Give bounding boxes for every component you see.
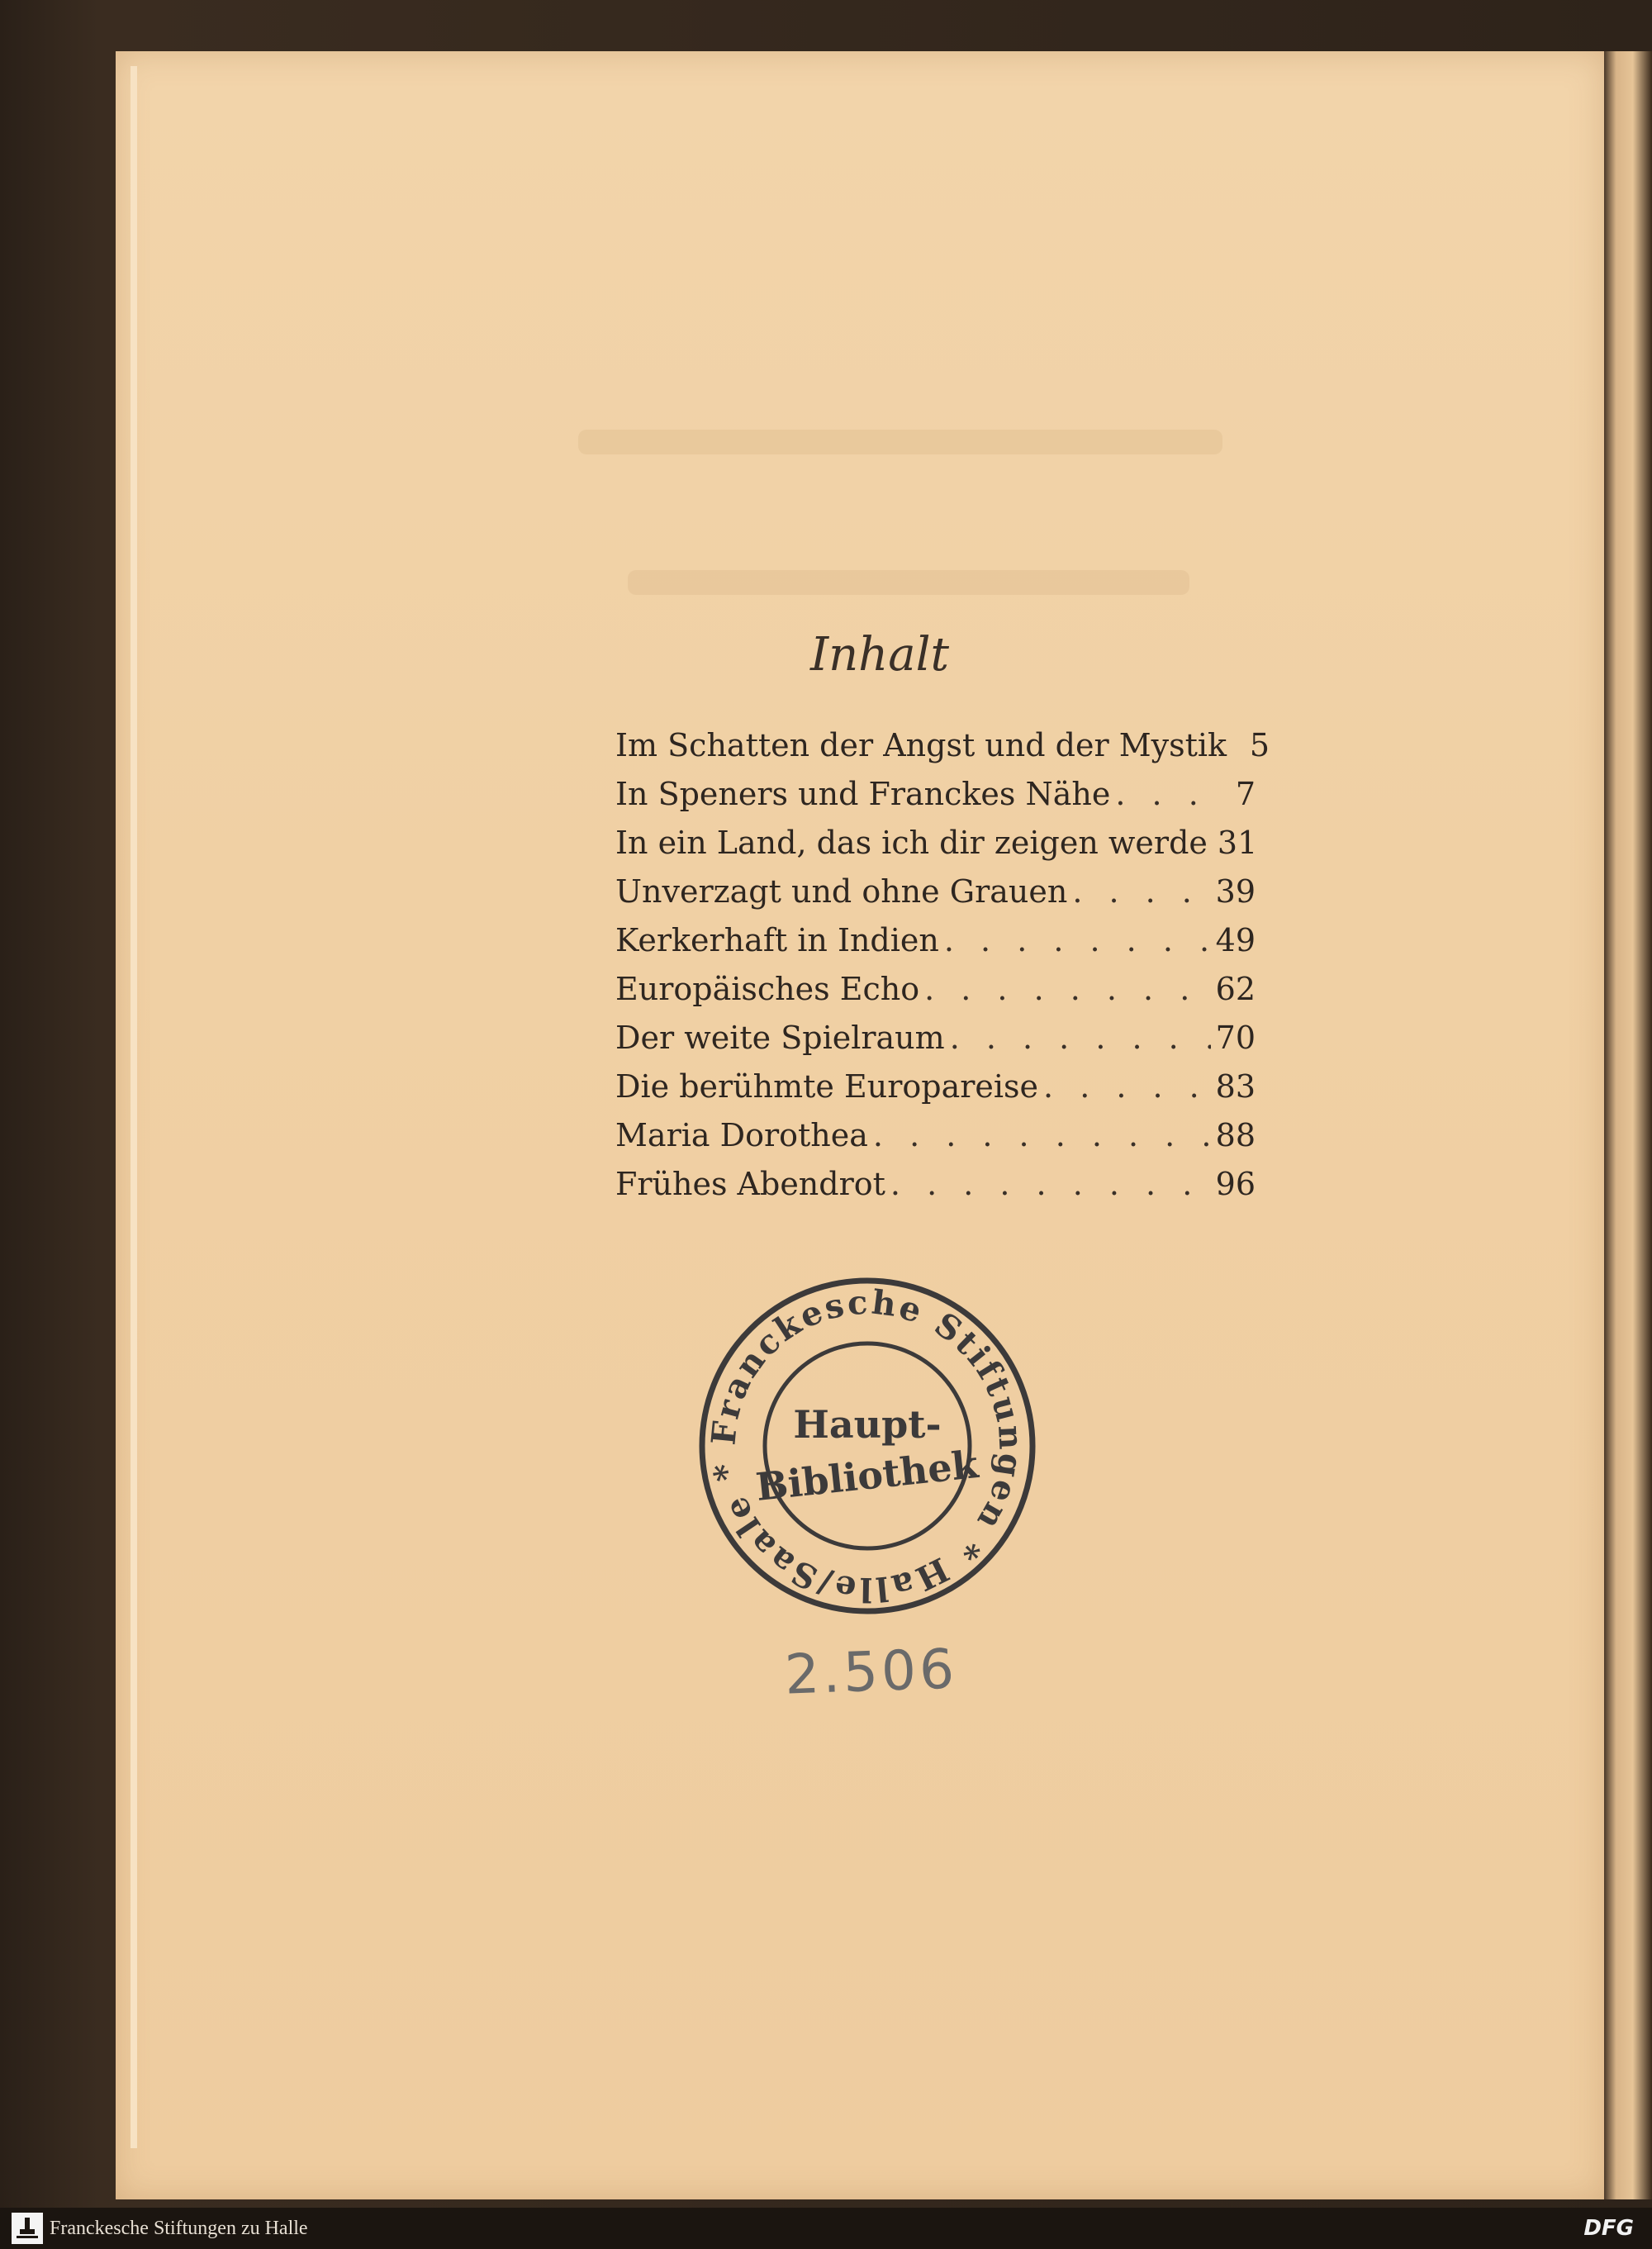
footer-institution: Franckesche Stiftungen zu Halle <box>50 2218 308 2239</box>
toc-entry <box>615 1117 1256 1166</box>
show-through-text <box>628 570 1189 595</box>
toc-entry <box>615 825 1256 873</box>
book-spine <box>1604 51 1652 2199</box>
toc-entry <box>615 922 1256 971</box>
toc-entry <box>615 971 1256 1020</box>
toc-leader-dots <box>1072 873 1210 910</box>
dfg-logo: DFG <box>1583 2216 1634 2241</box>
toc-entry-page: 49 <box>1215 922 1256 958</box>
toc-entry <box>615 1020 1256 1068</box>
toc-entry-page: 88 <box>1215 1117 1256 1153</box>
toc-entry <box>615 727 1270 776</box>
toc-entry-page: 96 <box>1215 1166 1256 1202</box>
toc-entry-page: 62 <box>1215 971 1256 1007</box>
toc-leader-dots <box>950 1020 1211 1056</box>
toc-entry-page: 39 <box>1215 873 1256 910</box>
page-edge <box>131 66 137 2148</box>
toc-entry-title: Maria Dorothea <box>615 1117 868 1153</box>
toc-entry-title: In ein Land, das ich dir zeigen werde <box>615 825 1208 861</box>
library-stamp <box>694 1272 1041 1619</box>
toc-entry-title: In Speners und Franckes Nähe <box>615 776 1111 812</box>
toc-entry <box>615 1068 1256 1117</box>
toc-leader-dots <box>1043 1068 1211 1105</box>
stamp-center-line1: Haupt- <box>793 1402 942 1447</box>
stamp-ring-text: Franckesche Stiftungen * Halle/Saale * <box>704 1282 1031 1609</box>
toc-entry <box>615 873 1256 922</box>
toc-leader-dots <box>890 1166 1211 1202</box>
toc-leader-dots <box>1115 776 1218 812</box>
table-of-contents <box>615 727 1270 1215</box>
toc-entry <box>615 776 1256 825</box>
toc-entry-title: Die berühmte Europareise <box>615 1068 1039 1105</box>
toc-entry-title: Frühes Abendrot <box>615 1166 885 1202</box>
pencil-shelfmark: 2.506 <box>783 1637 959 1707</box>
toc-entry-page: 31 <box>1217 825 1258 861</box>
toc-leader-dots <box>924 971 1211 1007</box>
toc-entry-title: Europäisches Echo <box>615 971 920 1007</box>
institution-logo-icon <box>12 2213 43 2244</box>
page-title: Inhalt <box>809 628 950 682</box>
toc-entry-title: Unverzagt und ohne Grauen <box>615 873 1068 910</box>
toc-entry-title: Im Schatten der Angst und der Mystik <box>615 727 1227 763</box>
toc-entry-page: 83 <box>1215 1068 1256 1105</box>
toc-entry-page: 70 <box>1215 1020 1256 1056</box>
toc-entry-title: Kerkerhaft in Indien <box>615 922 939 958</box>
toc-leader-dots <box>873 1117 1211 1153</box>
toc-leader-dots <box>944 922 1211 958</box>
show-through-text <box>578 430 1222 454</box>
toc-entry-title: Der weite Spielraum <box>615 1020 945 1056</box>
toc-entry <box>615 1166 1256 1215</box>
toc-entry-page: 7 <box>1235 776 1256 812</box>
stamp-center-line2: Bibliothek <box>753 1442 980 1510</box>
toc-entry-page: 5 <box>1249 727 1270 763</box>
footer-bar <box>0 2208 1652 2249</box>
